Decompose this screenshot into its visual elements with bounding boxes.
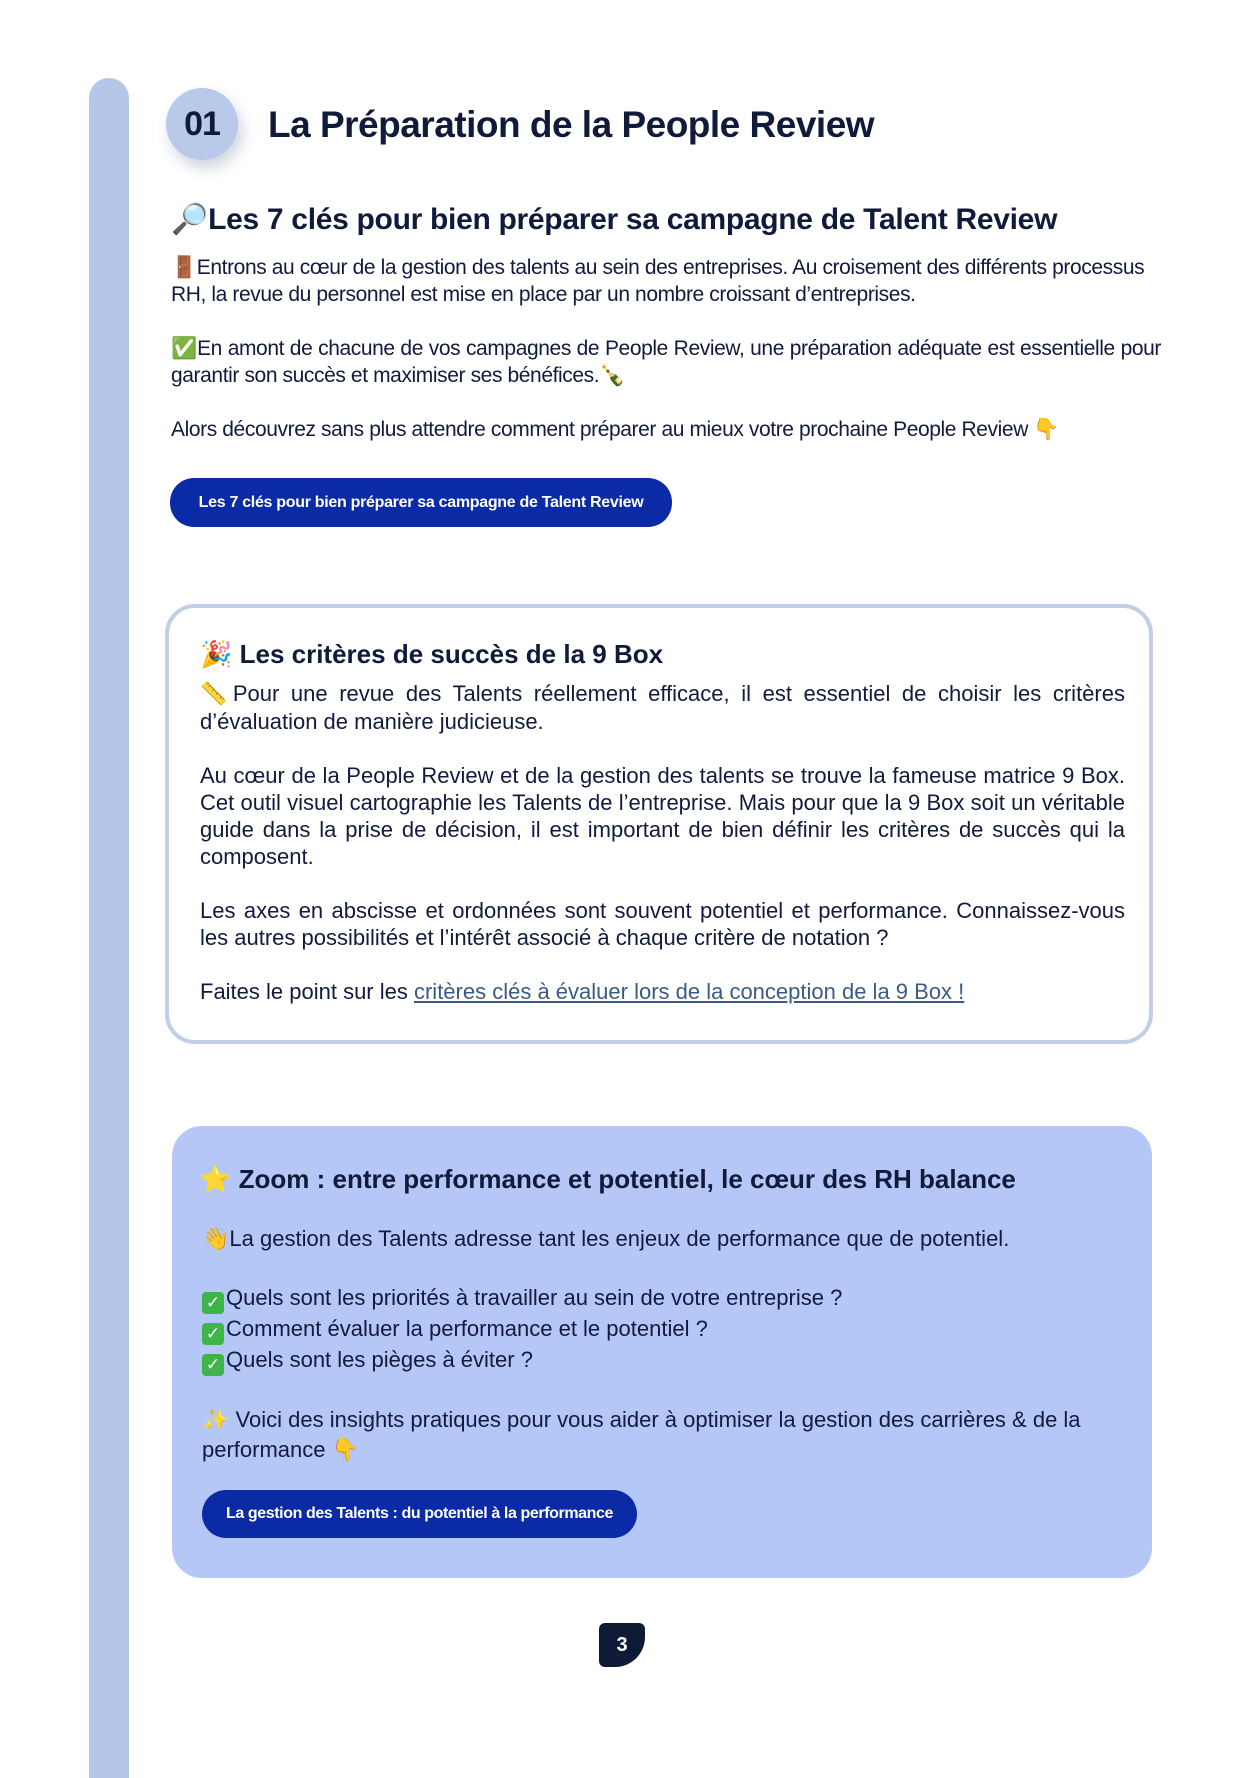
talent-management-button[interactable]: La gestion des Talents : du potentiel à la performance [202, 1490, 637, 1538]
checklist-item [202, 1345, 1137, 1376]
checklist-item [202, 1314, 1137, 1345]
zoom-intro [202, 1224, 1137, 1254]
ruler-icon: 📏 [200, 682, 233, 707]
criteria-closing [200, 978, 1125, 1005]
talent-review-keys-button[interactable]: Les 7 clés pour bien préparer sa campagne de Talent Review [170, 478, 672, 527]
check-mark-icon: ✓ [202, 1292, 224, 1314]
zoom-card [172, 1126, 1152, 1578]
check-mark-icon: ✓ [202, 1323, 224, 1345]
intro-paragraph-text: En amont de chacune de vos campagnes de People Review, une préparation adéquate est essentielle pour garantir son succès et maximiser ses bénéfices. [171, 337, 1161, 387]
zoom-insight [202, 1405, 1137, 1465]
pointing-down-icon: 👇 [1033, 417, 1060, 441]
criteria-paragraph-text: Les axes en abscisse et ordonnées sont souvent potentiel et performance. Connaissez-vous les autres possibilités et l’intérêt associé à chaque critère de notation ? [200, 898, 1125, 950]
criteria-paragraph-text: Au cœur de la People Review et de la gestion des talents se trouve la fameuse matrice 9 Box. Cet outil visuel cartographie les Talents de l’entreprise. Mais pour que la 9 Box soit un véritable guide dans la prise de décision, il est important de bien définir les critères de succès qui la composent. [200, 763, 1125, 869]
intro-heading [171, 202, 1057, 237]
magnifier-icon: 🔎 [171, 202, 209, 237]
criteria-card-body [200, 680, 1125, 1032]
intro-paragraph [171, 416, 1161, 443]
zoom-card-heading [199, 1164, 1016, 1195]
check-mark-icon: ✅ [171, 336, 198, 360]
criteria-paragraph [200, 897, 1125, 951]
checklist-item-text: Quels sont les pièges à éviter ? [226, 1347, 533, 1372]
nine-box-criteria-link[interactable]: critères clés à évaluer lors de la conception de la 9 Box ! [413, 979, 965, 1004]
check-mark-icon: ✓ [202, 1354, 224, 1376]
intro-heading-text: Les 7 clés pour bien préparer sa campagne de Talent Review [208, 203, 1058, 236]
waving-hand-icon: 👋 [202, 1227, 230, 1252]
criteria-card-heading-text: Les critères de succès de la 9 Box [239, 639, 664, 669]
sparkles-icon: ✨ [202, 1408, 230, 1433]
zoom-insight-text: Voici des insights pratiques pour vous aider à optimiser la gestion des carrières & de la performance [202, 1407, 1081, 1462]
checklist-item-text: Quels sont les priorités à travailler au sein de votre entreprise ? [226, 1285, 843, 1310]
criteria-card [165, 604, 1153, 1044]
zoom-checklist [202, 1283, 1137, 1376]
intro-paragraph-text: Entrons au cœur de la gestion des talents au sein des entreprises. Au croisement des différents processus RH, la revue du personnel est mise en place par un nombre croissant d’entreprises. [171, 256, 1145, 306]
pointing-down-icon: 👇 [331, 1438, 360, 1463]
page-title: La Préparation de la People Review [268, 104, 875, 145]
decorative-side-bar [89, 78, 129, 1778]
checklist-item-text: Comment évaluer la performance et le potentiel ? [226, 1316, 708, 1341]
zoom-intro-text: La gestion des Talents adresse tant les enjeux de performance que de potentiel. [229, 1226, 1010, 1251]
zoom-card-heading-text: Zoom : entre performance et potentiel, le cœur des RH balance [238, 1164, 1016, 1194]
criteria-paragraph-text: Pour une revue des Talents réellement efficace, il est essentiel de choisir les critères d’évaluation de manière judicieuse. [200, 681, 1125, 734]
checklist-item [202, 1283, 1137, 1314]
intro-paragraph [171, 254, 1161, 308]
star-icon: ⭐ [199, 1165, 232, 1195]
door-icon: 🚪 [171, 255, 197, 279]
criteria-card-heading [200, 639, 663, 670]
page-number: 3 [599, 1623, 645, 1667]
intro-paragraph [171, 335, 1161, 389]
criteria-paragraph [200, 680, 1125, 735]
criteria-paragraph [200, 762, 1125, 870]
criteria-closing-text: Faites le point sur les [200, 979, 414, 1004]
intro-text [171, 254, 1161, 470]
section-number-badge: 01 [166, 88, 238, 160]
intro-paragraph-text: Alors découvrez sans plus attendre comment préparer au mieux votre prochaine People Review [171, 418, 1028, 441]
champagne-icon: 🍾 [599, 363, 625, 387]
party-popper-icon: 🎉 [200, 640, 233, 670]
zoom-card-body [202, 1224, 1137, 1494]
